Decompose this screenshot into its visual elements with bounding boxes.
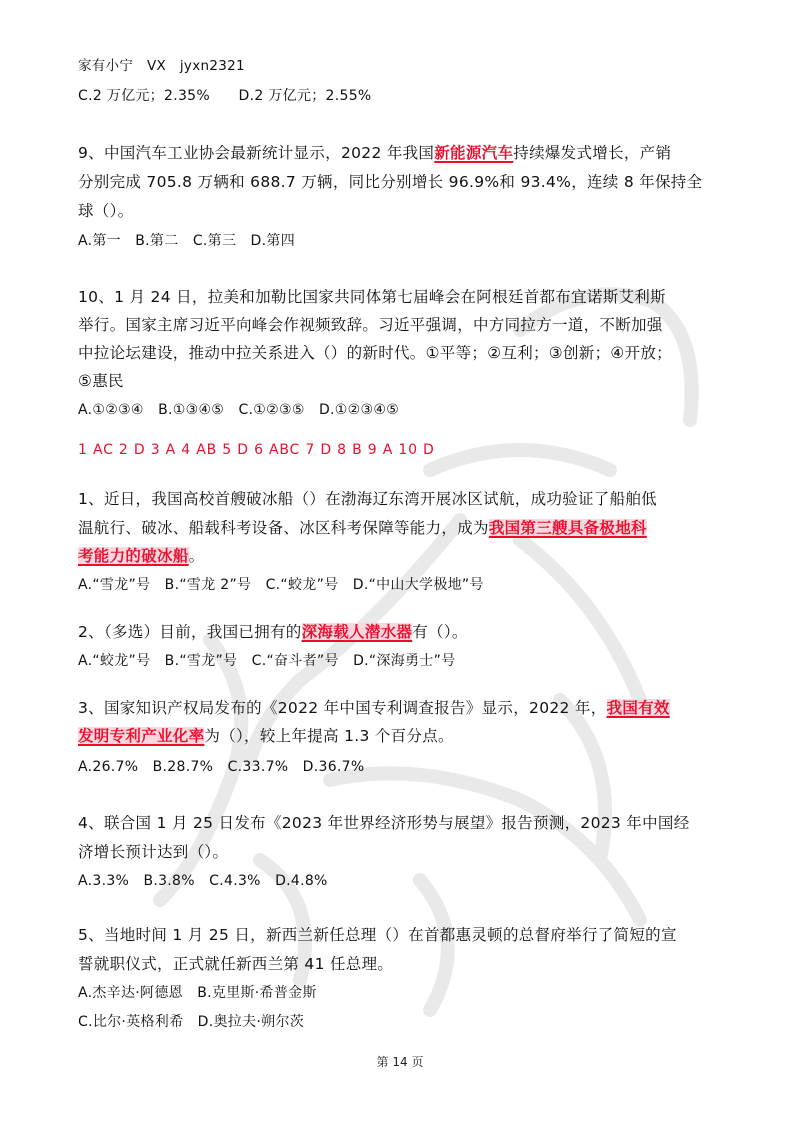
- q10-line-2: 举行。国家主席习近平向峰会作视频致辞。习近平强调，中方同拉方一道，不断加强: [78, 316, 663, 334]
- n5-options-row-1: A.杰辛达·阿德恩 B.克里斯·希普金斯: [78, 985, 317, 1001]
- n3-highlight: 我国有效: [606, 699, 670, 717]
- n2-text: 2、（多选）目前，我国已拥有的: [78, 623, 302, 641]
- n1-line-3: [78, 546, 728, 566]
- n3-line-1: [78, 698, 728, 718]
- n2-options: A.“蛟龙”号 B.“雪龙”号 C.“奋斗者”号 D.“深海勇士”号: [78, 653, 456, 669]
- n1-highlight-cont: 考能力的破冰船: [78, 547, 189, 565]
- q9-line-2: 分别完成 705.8 万辆和 688.7 万辆，同比分别增长 96.9%和 93.4%，连续 8 年保持全: [78, 173, 703, 191]
- n4-options: A.3.3% B.3.8% C.4.3% D.4.8%: [78, 873, 328, 889]
- page-number: 第 14 页: [376, 1055, 424, 1069]
- n1-text: 温航行、破冰、船载科考设备、冰区科考保障等能力，成为: [78, 519, 489, 537]
- prev-question-options: C.2 万亿元；2.35% D.2 万亿元；2.55%: [78, 88, 372, 104]
- n1-highlight: 我国第三艘具备极地科: [488, 519, 647, 537]
- q10-options: A.①②③④ B.①③④⑤ C.①②③⑤ D.①②③④⑤: [78, 402, 400, 418]
- n3-highlight-cont: 发明专利产业化率: [78, 727, 205, 745]
- n3-text: 3、国家知识产权局发布的《2022 年中国专利调查报告》显示，2022 年，: [78, 699, 607, 717]
- n2-line-1: [78, 622, 728, 642]
- n1-line-2: [78, 518, 728, 538]
- n2-text: 有（）。: [412, 623, 468, 641]
- q10-line-4: ⑤惠民: [78, 372, 124, 390]
- n3-options: A.26.7% B.28.7% C.33.7% D.36.7%: [78, 759, 365, 775]
- q9-line-1: [78, 143, 728, 163]
- n1-options: A.“雪龙”号 B.“雪龙 2”号 C.“蛟龙”号 D.“中山大学极地”号: [78, 577, 484, 593]
- n1-text: 。: [188, 547, 205, 565]
- q9-text: 持续爆发式增长，产销: [513, 144, 672, 162]
- q9-line-3: 球（）。: [78, 202, 134, 220]
- answer-key: 1 AC 2 D 3 A 4 AB 5 D 6 ABC 7 D 8 B 9 A 10 D: [78, 442, 435, 458]
- header-watermark-text: 家有小宁 VX jyxn2321: [78, 58, 245, 74]
- n4-line-1: 4、联合国 1 月 25 日发布《2023 年世界经济形势与展望》报告预测，2023 年中国经: [78, 814, 690, 832]
- n3-text: 为（），较上年提高 1.3 个百分点。: [204, 727, 454, 745]
- q9-text: 9、中国汽车工业协会最新统计显示，2022 年我国: [78, 144, 435, 162]
- q10-line-3: 中拉论坛建设，推动中拉关系进入（）的新时代。①平等；②互利；③创新；④开放；: [78, 344, 672, 362]
- n4-line-2: 济增长预计达到（）。: [78, 843, 229, 861]
- q9-highlight: 新能源汽车: [434, 144, 514, 162]
- q9-options: A.第一 B.第二 C.第三 D.第四: [78, 233, 295, 249]
- n5-options-row-2: C.比尔·英格利希 D.奥拉夫·朔尔茨: [78, 1014, 305, 1030]
- n5-line-1: 5、当地时间 1 月 25 日，新西兰新任总理（）在首都惠灵顿的总督府举行了简短的宣: [78, 926, 677, 944]
- n5-line-2: 誓就职仪式，正式就任新西兰第 41 任总理。: [78, 955, 394, 973]
- n3-line-2: [78, 726, 728, 746]
- n1-line-1: 1、近日，我国高校首艘破冰船（）在渤海辽东湾开展冰区试航，成功验证了船舶低: [78, 490, 657, 508]
- q10-line-1: 10、1 月 24 日，拉美和加勒比国家共同体第七届峰会在阿根廷首都布宜诺斯艾利斯: [78, 288, 666, 306]
- n2-highlight: 深海载人潜水器: [301, 623, 413, 641]
